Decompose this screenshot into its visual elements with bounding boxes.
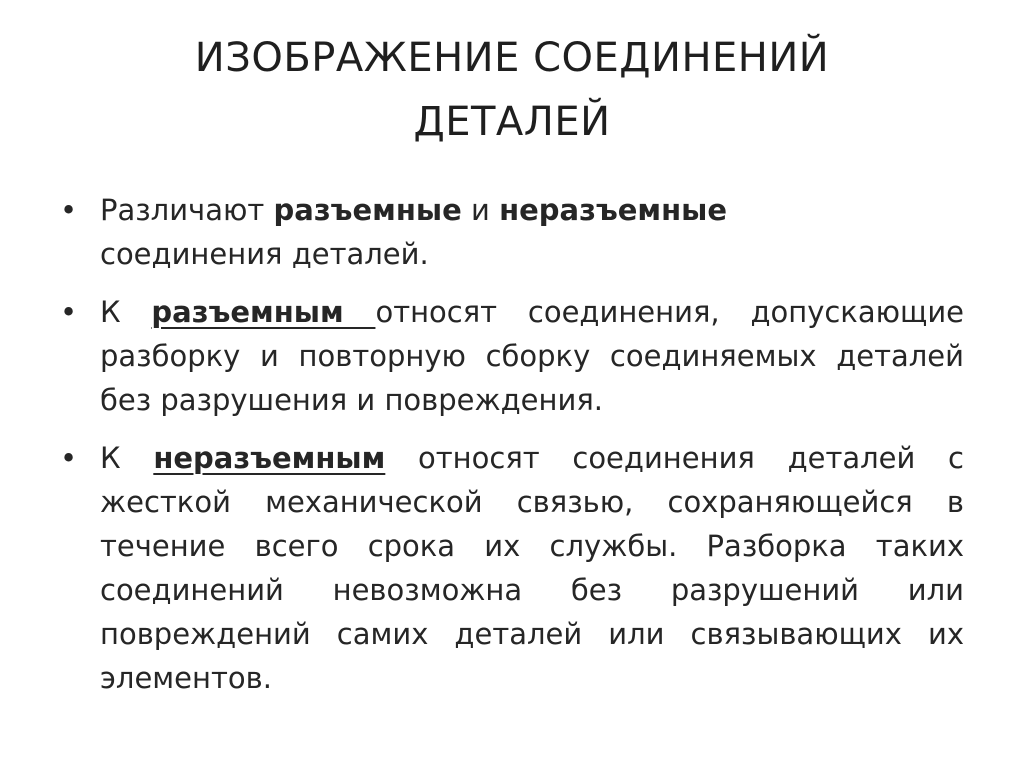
bullet-text: [100, 436, 964, 700]
slide-title-line-1: ИЗОБРАЖЕНИЕ СОЕДИНЕНИЙ: [194, 35, 830, 81]
bullet-text-part: К: [100, 295, 152, 329]
slide-title-line-2: ДЕТАЛЕЙ: [413, 99, 611, 145]
bullet-item-permanent: [60, 436, 964, 700]
bullet-text-part: соединения деталей.: [100, 237, 429, 271]
bullet-item-types: [60, 188, 964, 276]
bullet-marker: •: [60, 193, 78, 227]
bullet-text-part: и: [461, 193, 500, 227]
bullet-item-detachable: [60, 290, 964, 422]
bold-term-detachable: разъемные: [273, 193, 462, 227]
bullet-text-part: относят соединения деталей с жесткой механической связью, сохраняющейся в течение всего срока их службы. Разборка таких соединений невозможна без разрушений или повреждений самих деталей или связывающих их элементов.: [100, 441, 965, 695]
bullet-marker: •: [60, 295, 78, 329]
bullet-marker: •: [60, 441, 78, 475]
bullet-text: [100, 188, 964, 276]
bullet-text-part: К: [100, 441, 154, 475]
slide-title: [60, 26, 964, 154]
underlined-term-permanent: неразъемным: [153, 441, 386, 475]
bullet-text: [100, 290, 964, 422]
underlined-term-detachable: разъемным: [151, 295, 376, 329]
bold-term-permanent: неразъемные: [499, 193, 728, 227]
bullet-list: [60, 188, 964, 714]
bullet-text-part: Различают: [100, 193, 274, 227]
bullet-text-part: относят соединения, допускающие разборку и повторную сборку соединяемых деталей без разрушения и повреждения.: [100, 295, 965, 417]
